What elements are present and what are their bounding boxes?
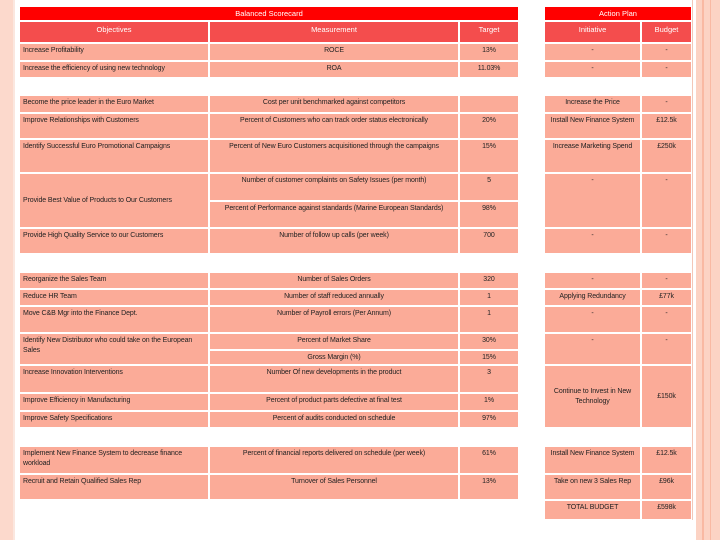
initiative-cell: Install New Finance System (545, 447, 640, 473)
initiative-cell: Continue to Invest in New Technology (545, 366, 640, 427)
objective-cell: Reorganize the Sales Team (20, 273, 208, 288)
measurement-cell: Gross Margin (%) (210, 351, 458, 364)
budget-cell: - (642, 307, 691, 332)
objective-cell: Move C&B Mgr into the Finance Dept. (20, 307, 208, 332)
budget-cell: £77k (642, 290, 691, 305)
target-cell (460, 96, 518, 112)
target-cell: 20% (460, 114, 518, 138)
objective-cell: Improve Efficiency in Manufacturing (20, 394, 208, 410)
objective-cell: Recruit and Retain Qualified Sales Rep (20, 475, 208, 499)
measurement-cell: Percent of product parts defective at final test (210, 394, 458, 410)
target-column-header: Target (460, 22, 518, 42)
objective-cell: Increase Innovation Interventions (20, 366, 208, 392)
budget-column-header: Budget (642, 22, 691, 42)
objective-cell: Reduce HR Team (20, 290, 208, 305)
target-cell: 320 (460, 273, 518, 288)
measurement-cell: Number of Sales Orders (210, 273, 458, 288)
target-cell: 5 (460, 174, 518, 200)
target-cell: 13% (460, 44, 518, 60)
objective-cell: Increase the efficiency of using new technology (20, 62, 208, 77)
budget-cell: - (642, 96, 691, 112)
measurement-cell: Turnover of Sales Personnel (210, 475, 458, 499)
budget-cell: - (642, 273, 691, 288)
measurement-cell: Percent of New Euro Customers acquisitioned through the campaigns (210, 140, 458, 172)
measurement-cell: Percent of financial reports delivered on schedule (per week) (210, 447, 458, 473)
target-cell: 61% (460, 447, 518, 473)
objective-cell: Identify Successful Euro Promotional Campaigns (20, 140, 208, 172)
target-cell: 15% (460, 351, 518, 364)
target-cell: 3 (460, 366, 518, 392)
total-budget-value: £598k (642, 501, 691, 519)
right-border-decoration (696, 0, 720, 540)
measurement-cell: Percent of Customers who can track order status electronically (210, 114, 458, 138)
measurement-cell: Number of customer complaints on Safety Issues (per month) (210, 174, 458, 200)
initiative-cell: - (545, 334, 640, 364)
target-cell: 1 (460, 307, 518, 332)
initiative-cell: - (545, 307, 640, 332)
budget-cell: £12.5k (642, 114, 691, 138)
measurement-cell: ROCE (210, 44, 458, 60)
objective-cell: Improve Safety Specifications (20, 412, 208, 427)
initiative-cell: Take on new 3 Sales Rep (545, 475, 640, 499)
budget-cell: £150k (642, 366, 691, 427)
initiative-cell: - (545, 44, 640, 60)
budget-cell: £12.5k (642, 447, 691, 473)
measurement-cell: Number of follow up calls (per week) (210, 229, 458, 253)
objective-cell: Improve Relationships with Customers (20, 114, 208, 138)
initiative-cell: Increase the Price (545, 96, 640, 112)
measurement-cell: Number of Payroll errors (Per Annum) (210, 307, 458, 332)
objective-cell: Provide Best Value of Products to Our Customers (20, 174, 208, 227)
budget-cell: - (642, 174, 691, 227)
objective-cell: Increase Profitability (20, 44, 208, 60)
left-border-decoration (0, 0, 15, 540)
target-cell: 30% (460, 334, 518, 349)
target-cell: 1% (460, 394, 518, 410)
initiative-cell: - (545, 273, 640, 288)
objective-cell: Provide High Quality Service to our Customers (20, 229, 208, 253)
target-cell: 700 (460, 229, 518, 253)
objectives-column-header: Objectives (20, 22, 208, 42)
budget-cell: - (642, 44, 691, 60)
budget-cell: £96k (642, 475, 691, 499)
action-plan-header: Action Plan (545, 7, 691, 20)
total-budget-label: TOTAL BUDGET (545, 501, 640, 519)
objective-cell: Identify New Distributor who could take on the European Sales (20, 334, 208, 364)
initiative-cell: - (545, 174, 640, 227)
target-cell: 11.03% (460, 62, 518, 77)
target-cell: 13% (460, 475, 518, 499)
divider (692, 0, 693, 520)
target-cell: 1 (460, 290, 518, 305)
measurement-column-header: Measurement (210, 22, 458, 42)
measurement-cell: Number Of new developments in the product (210, 366, 458, 392)
target-cell: 97% (460, 412, 518, 427)
measurement-cell: Percent of Performance against standards (Marine European Standards) (210, 202, 458, 227)
initiative-cell: - (545, 62, 640, 77)
measurement-cell: Number of staff reduced annually (210, 290, 458, 305)
measurement-cell: ROA (210, 62, 458, 77)
budget-cell: £250k (642, 140, 691, 172)
initiative-cell: Applying Redundancy (545, 290, 640, 305)
initiative-cell: - (545, 229, 640, 253)
budget-cell: - (642, 62, 691, 77)
target-cell: 98% (460, 202, 518, 227)
measurement-cell: Percent of audits conducted on schedule (210, 412, 458, 427)
initiative-column-header: Initiative (545, 22, 640, 42)
objective-cell: Become the price leader in the Euro Market (20, 96, 208, 112)
initiative-cell: Increase Marketing Spend (545, 140, 640, 172)
target-cell: 15% (460, 140, 518, 172)
objective-cell: Implement New Finance System to decrease finance workload (20, 447, 208, 473)
initiative-cell: Install New Finance System (545, 114, 640, 138)
balanced-scorecard-table (20, 7, 691, 519)
budget-cell: - (642, 229, 691, 253)
balanced-scorecard-header: Balanced Scorecard (20, 7, 518, 20)
budget-cell: - (642, 334, 691, 364)
measurement-cell: Percent of Market Share (210, 334, 458, 349)
measurement-cell: Cost per unit benchmarked against competitors (210, 96, 458, 112)
